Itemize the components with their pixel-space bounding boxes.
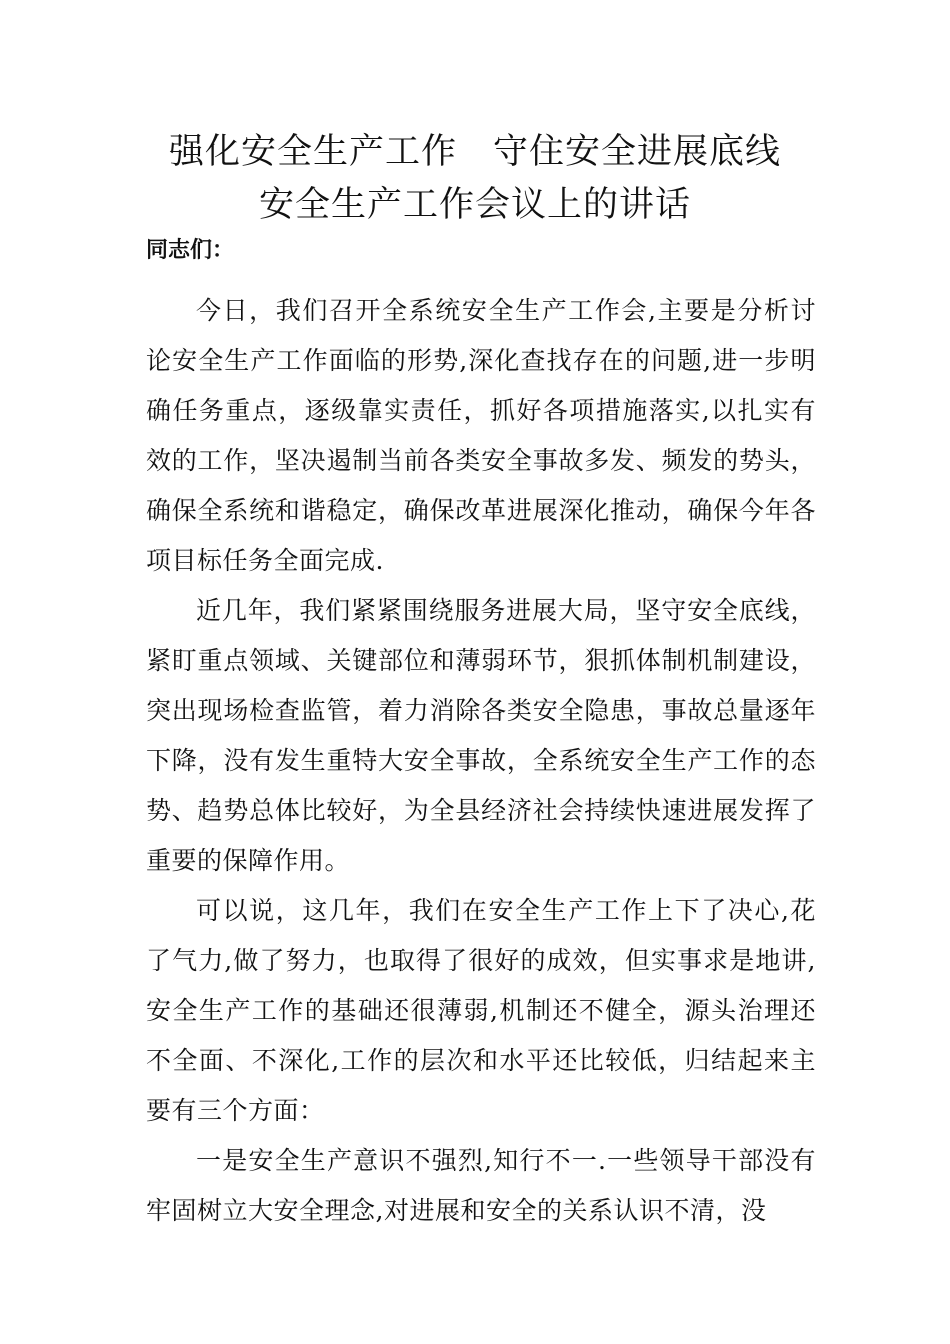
paragraph-4: 一是安全生产意识不强烈,知行不一.一些领导干部没有牢固树立大安全理念,对进展和安全的关系认识不清，没 (146, 1146, 816, 1225)
paragraph-3: 可以说，这几年，我们在安全生产工作上下了决心,花了气力,做了努力，也取得了很好的成效，但实事求是地讲,安全生产工作的基础还很薄弱,机制还不健全，源头治理还不全面、不深化,工作的层次和水平还比较低，归结起来主要有三个方面： (146, 896, 816, 1125)
document-body (146, 286, 816, 1236)
salutation: 同志们： (146, 238, 235, 263)
paragraph-2: 近几年，我们紧紧围绕服务进展大局，坚守安全底线，紧盯重点领域、关键部位和薄弱环节，狠抓体制机制建设，突出现场检查监管，着力消除各类安全隐患，事故总量逐年下降，没有发生重特大安全事故，全系统安全生产工作的态势、趋势总体比较好，为全县经济社会持续快速进展发挥了重要的保障作用。 (146, 596, 816, 875)
paragraph-1: 今日，我们召开全系统安全生产工作会,主要是分析讨论安全生产工作面临的形势,深化查找存在的问题,进一步明确任务重点，逐级靠实责任，抓好各项措施落实,以扎实有效的工作，坚决遏制当前各类安全事故多发、频发的势头，确保全系统和谐稳定，确保改革进展深化推动，确保今年各项目标任务全面完成. (146, 296, 816, 575)
document-title-line-1: 强化安全生产工作 守住安全进展底线 (168, 132, 781, 172)
document-title-line-2: 安全生产工作会议上的讲话 (258, 185, 691, 225)
